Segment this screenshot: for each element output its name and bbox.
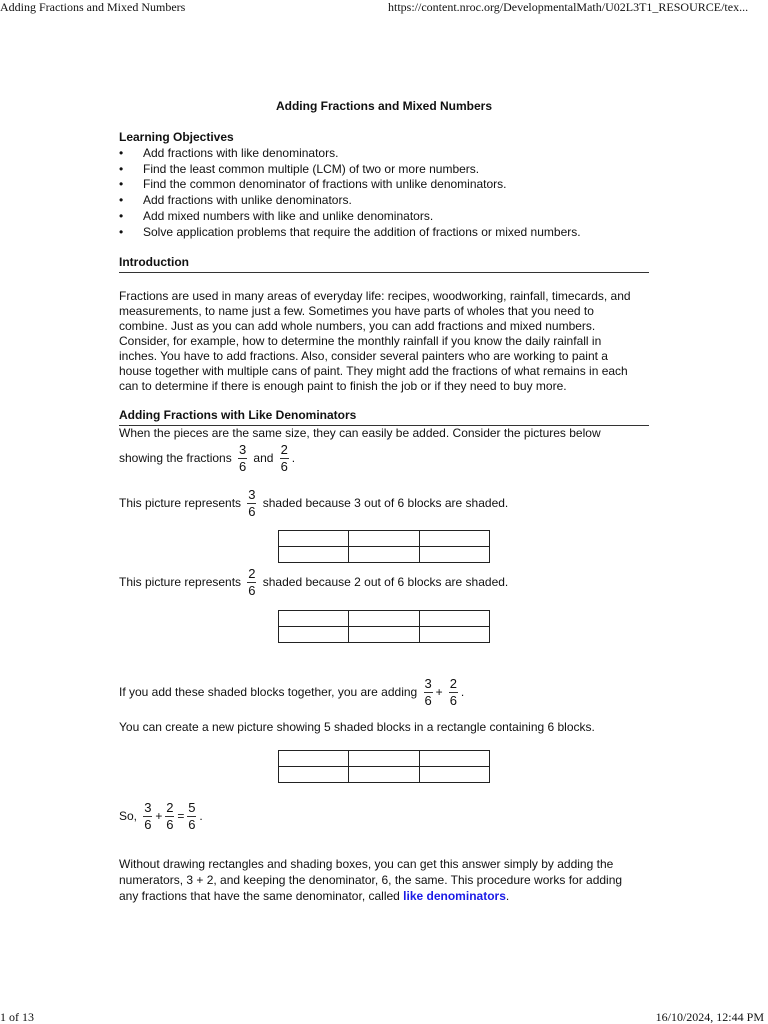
- text: and: [253, 451, 274, 465]
- paragraph: You can create a new picture showing 5 shaded blocks in a rectangle containing 6 blocks.: [119, 720, 595, 734]
- objective-item: [119, 177, 507, 191]
- sum-equation: So, $\frac{3}{6}$ + $\frac{2}{6}$ = $\frac{5}{6}$ .: [119, 800, 203, 833]
- bullet: •: [119, 146, 124, 160]
- fractions-sentence: showing the fractions $\frac{3}{6}$ and $\frac{2}{6}$ .: [119, 442, 296, 475]
- objectives-heading: Learning Objectives: [119, 130, 234, 144]
- objective-item: [119, 193, 352, 207]
- intro-paragraph-line: Fractions are used in many areas of everyday life: recipes, woodworking, rainfall, timecards, and: [119, 289, 631, 303]
- block-grid-5-of-6: [278, 750, 490, 783]
- paragraph: numerators, 3 + 2, and keeping the denominator, 6, the same. This procedure works for adding: [119, 873, 623, 887]
- objective-text: Add fractions with unlike denominators.: [143, 193, 352, 208]
- intro-paragraph-line: can to determine if there is enough paint to finish the job or if they need to buy more.: [119, 379, 567, 393]
- fraction-3-6: $\frac{3}{6}$: [144, 800, 152, 833]
- adding-sentence: If you add these shaded blocks together, you are adding $\frac{3}{6}$ + $\frac{2}{6}$ .: [119, 676, 465, 709]
- intro-paragraph-line: inches. You have to add fractions. Also, consider several painters who are working to paint a: [119, 349, 608, 363]
- fraction-2-6: $\frac{2}{6}$: [248, 566, 256, 599]
- fraction-5-6: $\frac{5}{6}$: [188, 800, 196, 833]
- objective-text: Add mixed numbers with like and unlike denominators.: [143, 208, 434, 223]
- intro-paragraph-line: measurements, to name just a few. Sometimes you have parts of wholes that you need to: [119, 304, 594, 318]
- paragraph: Without drawing rectangles and shading boxes, you can get this answer simply by adding the: [119, 857, 614, 871]
- fraction-2-6: $\frac{2}{6}$: [280, 442, 288, 475]
- print-header-url: https://content.nroc.org/DevelopmentalMath/U02L3T1_RESOURCE/tex...: [388, 0, 749, 14]
- block-grid-2-of-6: [278, 610, 490, 643]
- paragraph: When the pieces are the same size, they can easily be added. Consider the pictures below: [119, 426, 601, 440]
- introduction-heading: Introduction: [119, 255, 189, 269]
- print-footer-page: 1 of 13: [0, 1010, 34, 1024]
- intro-paragraph-line: house together with multiple cans of paint. They might add the fractions of what remains in each: [119, 364, 628, 378]
- intro-paragraph-line: combine. Just as you can add whole numbers, you can add fractions and mixed numbers.: [119, 319, 596, 333]
- objective-text: Find the least common multiple (LCM) of two or more numbers.: [143, 161, 480, 176]
- objective-text: Add fractions with like denominators.: [143, 146, 339, 160]
- bullet: •: [119, 193, 124, 208]
- fraction-2-6: $\frac{2}{6}$: [449, 676, 458, 709]
- bullet: •: [119, 208, 124, 223]
- intro-paragraph-line: Consider, for example, how to determine the monthly rainfall if you know the daily rainfall in: [119, 334, 602, 348]
- divider: [119, 272, 649, 273]
- picture2-sentence: This picture represents $\frac{2}{6}$ shaded because 2 out of 6 blocks are shaded.: [119, 566, 509, 599]
- fraction-3-6: $\frac{3}{6}$: [424, 676, 432, 709]
- fraction-3-6: $\frac{3}{6}$: [248, 487, 256, 520]
- paragraph: any fractions that have the same denominator, called like denominators.: [119, 889, 510, 903]
- objective-text: Find the common denominator of fractions with unlike denominators.: [143, 177, 507, 192]
- bullet: •: [119, 224, 124, 239]
- like-denominators-heading: Adding Fractions with Like Denominators: [119, 408, 357, 422]
- print-header-title: Adding Fractions and Mixed Numbers: [0, 0, 186, 14]
- objective-item: [119, 225, 581, 239]
- print-footer-datetime: 16/10/2024, 12:44 PM: [655, 1010, 764, 1024]
- bullet: •: [119, 161, 124, 176]
- fraction-2-6: $\frac{2}{6}$: [166, 800, 174, 833]
- like-denominators-link[interactable]: like denominators: [403, 889, 506, 903]
- page-title: Adding Fractions and Mixed Numbers: [275, 99, 493, 113]
- block-grid-3-of-6: [278, 530, 490, 563]
- picture1-sentence: This picture represents $\frac{3}{6}$ shaded because 3 out of 6 blocks are shaded.: [119, 487, 509, 520]
- objective-text: Solve application problems that require the addition of fractions or mixed numbers.: [143, 224, 581, 239]
- bullet: •: [119, 177, 124, 192]
- objective-item: [119, 162, 479, 176]
- text: showing the fractions: [119, 451, 232, 465]
- objective-item: [119, 209, 433, 223]
- fraction-3-6: $\frac{3}{6}$: [238, 442, 247, 475]
- objective-item: [119, 146, 338, 160]
